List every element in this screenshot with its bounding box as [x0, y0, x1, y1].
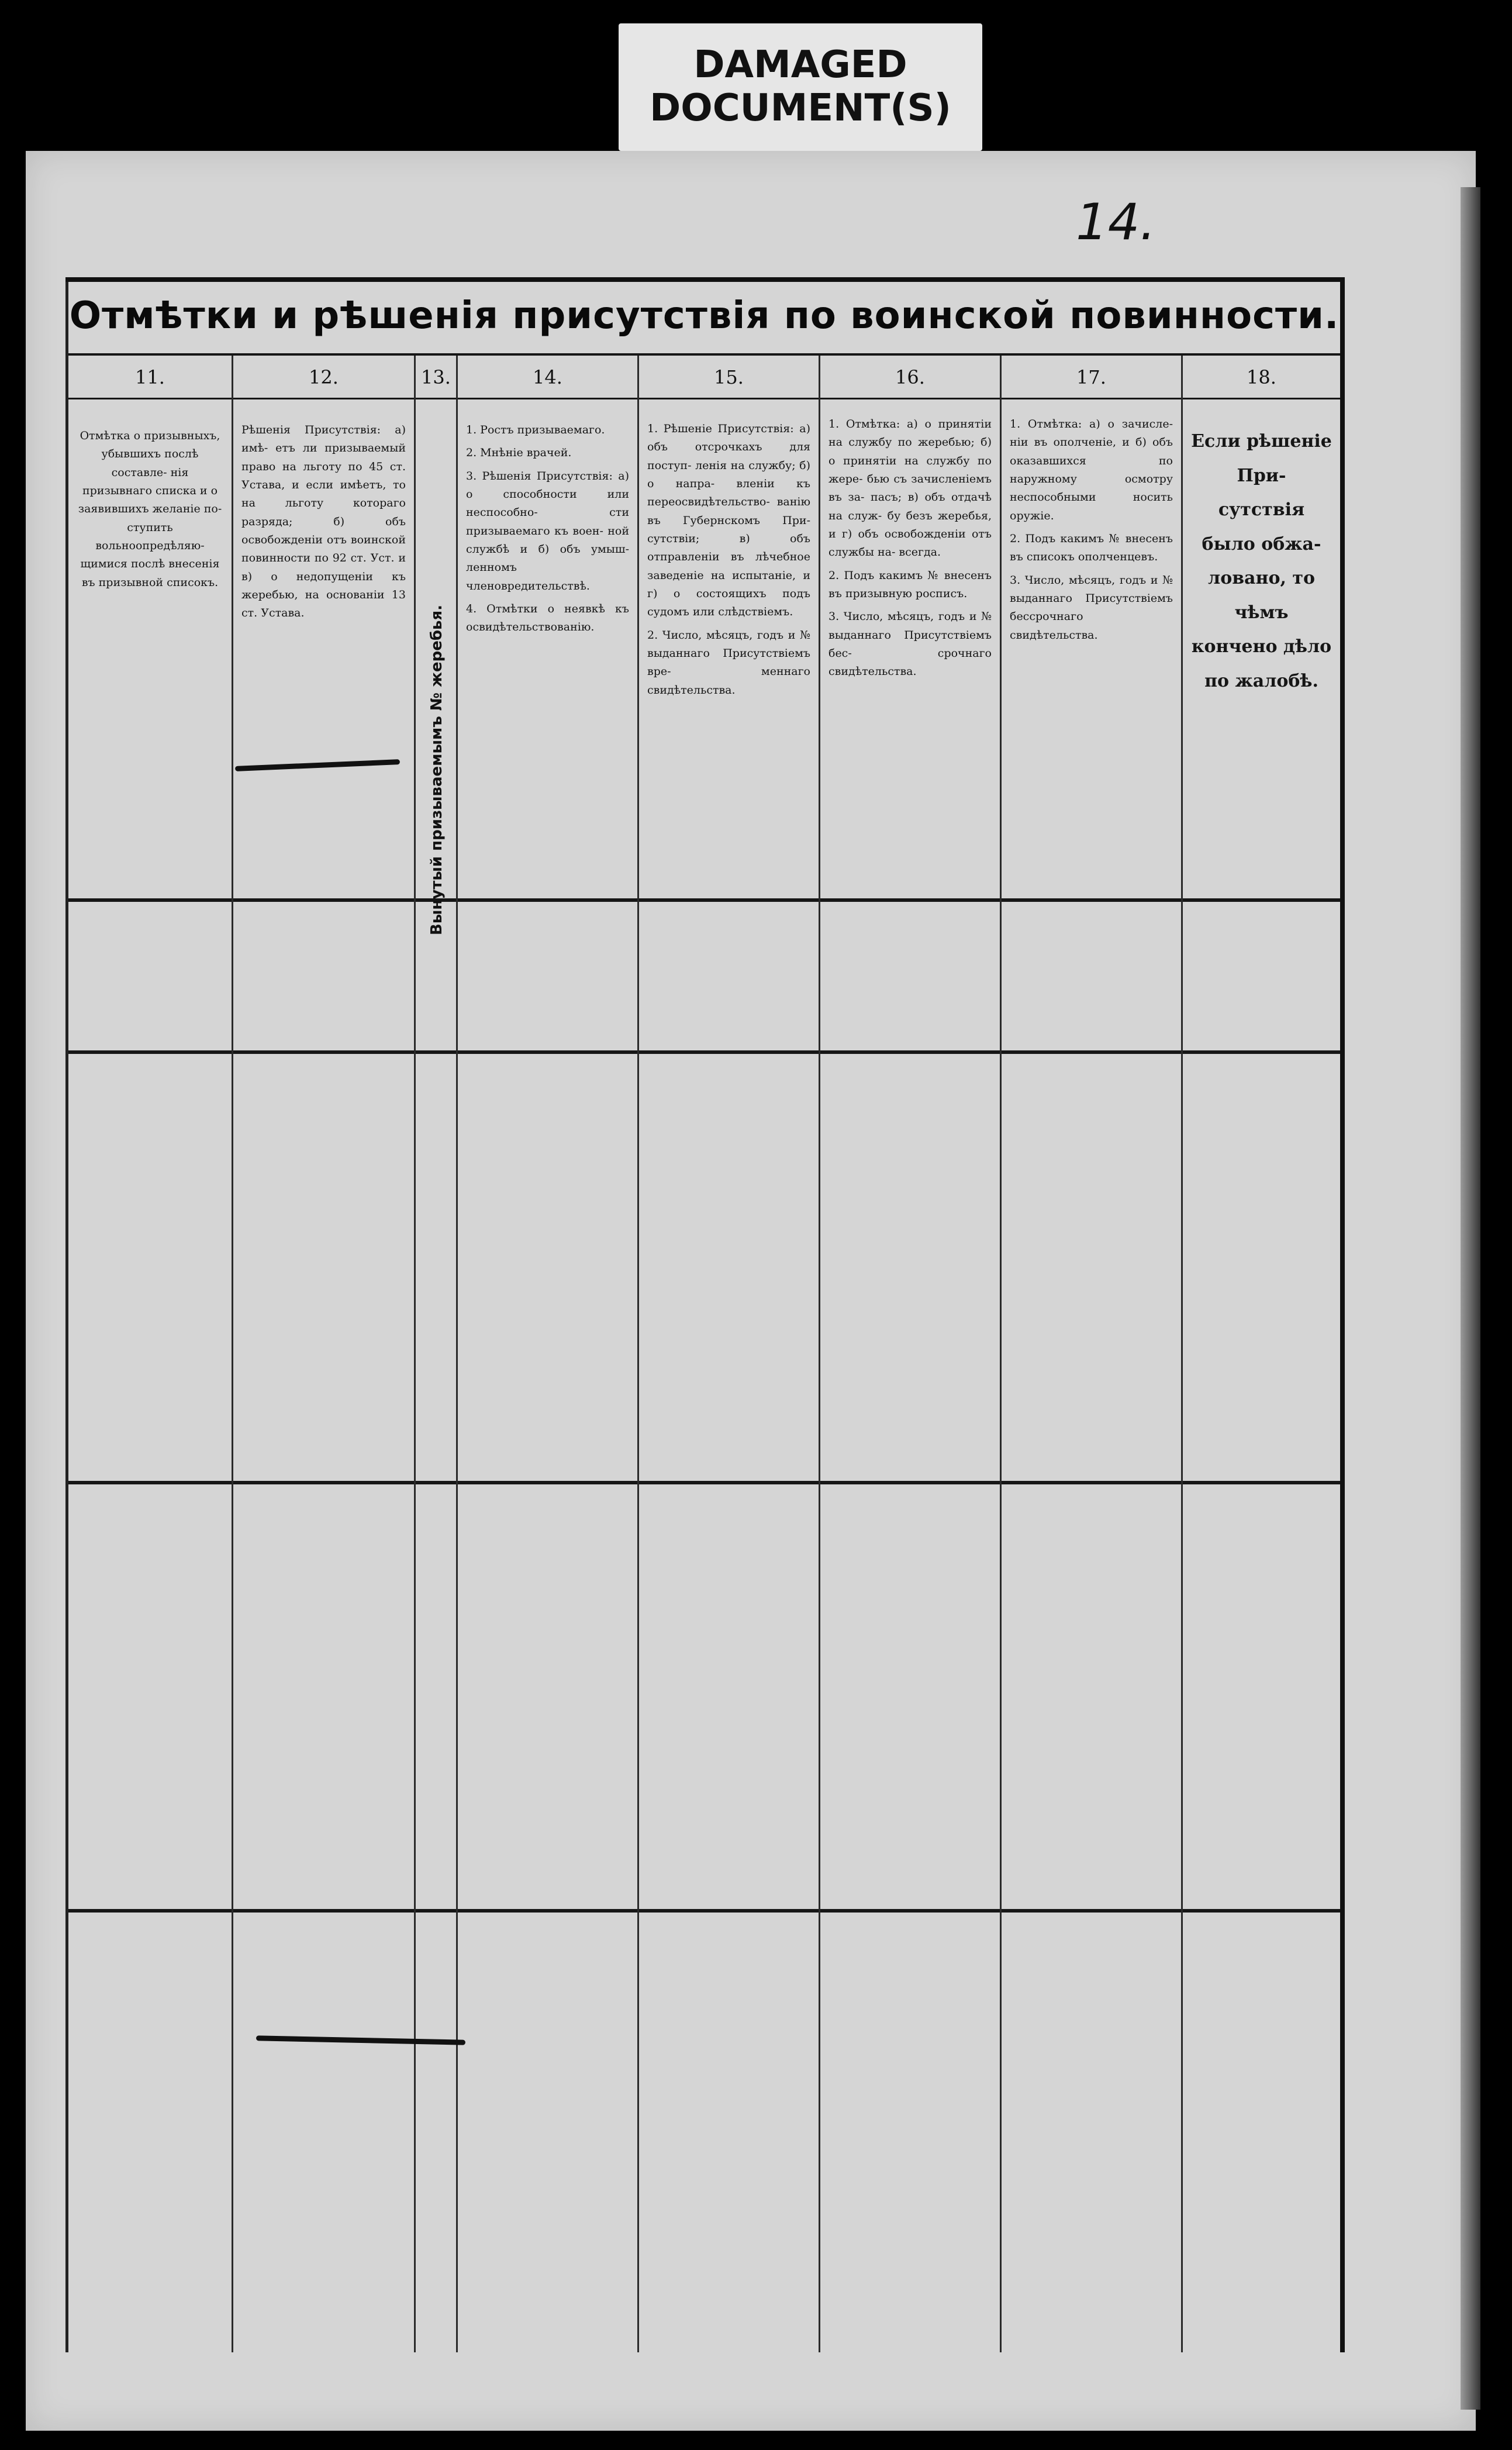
title-rule [68, 353, 1340, 356]
damaged-document-stamp [619, 23, 982, 151]
header-bottom-rule [68, 898, 1340, 902]
stamp-line-2: DOCUMENT(S) [650, 87, 951, 130]
column-16-text-2: 2. Подъ какимъ № внесенъ въ призывную росписъ. [829, 568, 992, 601]
column-16-text-1: 1. Отмѣтка: а) о принятіи на службу по жеребью; б) о принятіи на службу по жере- бью съ зачисленіемъ въ за- пасъ; в) объ отдачѣ на служ- бу безъ жеребья, и г) объ освобожденіи отъ службы на- всегда. [829, 418, 992, 559]
column-number-15: 15. [714, 366, 744, 388]
column-header-16 [820, 404, 1000, 895]
column-15-text-2: 2. Число, мѣсяцъ, годъ и № выданнаго Присутствіемъ вре- меннаго свидѣтельства. [647, 628, 810, 697]
column-number-12: 12. [309, 366, 339, 388]
column-number-14: 14. [533, 366, 562, 388]
column-12-text: Рѣшенія Присутствія: а) имѣ- етъ ли призываемый право на льготу по 45 ст. Устава, и если имѣетъ, то на льготу котораго разряда; б) объ освобожденіи отъ воинской повинности по 92 ст. Уст. и в) о недопущеніи къ жеребью, на основаніи 13 ст. Устава. [241, 423, 406, 620]
column-header-13 [416, 404, 456, 935]
table-right-border [1340, 282, 1345, 2352]
column-14-text-3: 3. Рѣшенія Присутствія: а) о способности или неспособно- сти призываемаго къ воен- ной службѣ и б) объ умыш- ленномъ членовредительствѣ. [466, 469, 629, 592]
column-number-13: 13. [421, 366, 451, 388]
column-15-text-1: 1. Рѣшеніе Присутствія: а) объ отсрочкахъ для поступ- ленія на службу; б) о напра- вленіи къ переосвидѣтельство- ванію въ Губернскомъ При- сутствіи; в) объ отправленіи въ лѣчебное заведеніе на испытаніе, и г) о состоящихъ подъ судомъ или слѣдствіемъ. [647, 422, 810, 619]
column-number-16: 16. [895, 366, 925, 388]
register-table [65, 277, 1345, 2352]
column-14-text-4: 4. Отмѣтки о неявкѣ къ освидѣтельствованію. [466, 602, 629, 634]
page-number: 14. [1076, 193, 1156, 251]
column-17-text-3: 3. Число, мѣсяцъ, годъ и № выданнаго Присутствіемъ бессрочнаго свидѣтельства. [1010, 573, 1173, 642]
column-header-17 [1002, 404, 1181, 895]
column-14-text-1: 1. Ростъ призываемаго. [466, 423, 605, 436]
column-number-11: 11. [135, 366, 165, 388]
column-13-text: Вынутый призываемымъ № жеребья. [427, 604, 446, 935]
column-17-text-2: 2. Подъ какимъ № внесенъ въ списокъ ополченцевъ. [1010, 532, 1173, 564]
column-header-12 [233, 404, 414, 895]
column-number-rule [68, 398, 1340, 399]
page-edge [1461, 187, 1480, 2410]
handwritten-dash-row-4 [256, 2035, 465, 2045]
column-header-14 [458, 404, 637, 895]
column-16-text-3: 3. Число, мѣсяцъ, годъ и № выданнаго Присутствіемъ бес- срочнаго свидѣтельства. [829, 610, 992, 678]
column-17-text-1: 1. Отмѣтка: а) о зачисле- ніи въ ополченіе, и б) объ оказавшихся по наружному осмотру неспособными носить оружіе. [1010, 418, 1173, 522]
column-number-17: 17. [1076, 366, 1106, 388]
column-header-11 [68, 404, 232, 895]
column-header-18 [1183, 404, 1340, 895]
row-rule-2 [68, 1481, 1340, 1484]
column-14-text-2: 2. Мнѣніе врачей. [466, 446, 572, 460]
row-rule-3 [68, 1909, 1340, 1913]
column-18-text: Если рѣшеніе При- сутствія было обжа- ловано, то чѣмъ кончено дѣло по жалобѣ. [1191, 431, 1332, 691]
table-title: Отмѣтки и рѣшенія присутствія по воинской повинности. [69, 294, 1340, 337]
column-13-vertical-label [416, 530, 458, 1009]
row-rule-1 [68, 1050, 1340, 1054]
column-header-15 [639, 404, 819, 895]
column-number-18: 18. [1247, 366, 1276, 388]
column-11-text: Отмѣтка о призывныхъ, убывшихъ послѣ составле- нія призывнаго списка и о заявившихъ желаніе по- ступить вольноопредѣляю- щимися послѣ внесенія въ призывной списокъ. [78, 429, 222, 589]
stamp-line-1: DAMAGED [693, 43, 907, 87]
